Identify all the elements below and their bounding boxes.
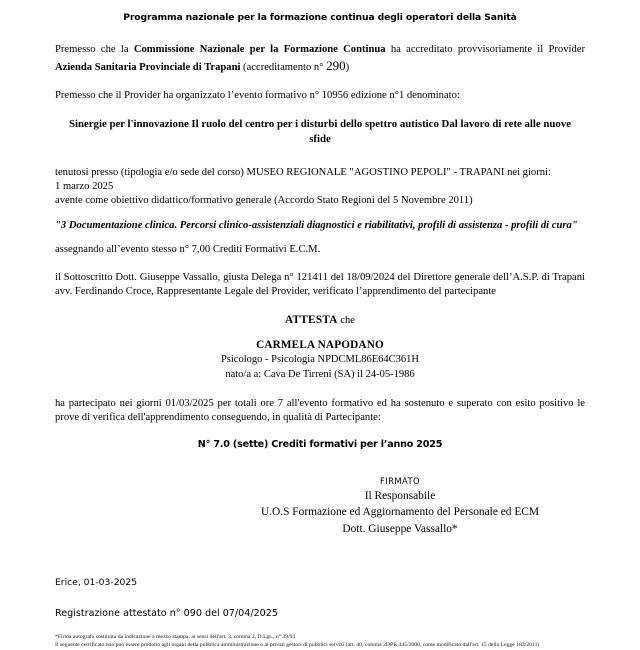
obiettivo-testo: "3 Documentazione clinica. Percorsi clinico-assistenziali diagnostici e riabilitativi, profili di assistenza - profili di cura" bbox=[55, 219, 578, 231]
crediti-assegnati: assegnando all’evento stesso n° 7,00 Crediti Formativi E.C.M. bbox=[55, 244, 321, 256]
participation-paragraph: ha partecipato nei giorni 01/03/2025 per totali ore 7 all'evento formativo ed ha sostenuto e superato con esito positivo le prove di verifica dell'apprendimento conseguendo, in qualità di Partecipante: bbox=[55, 398, 585, 424]
premessa-part3: (accreditamento n° bbox=[240, 62, 327, 73]
credits-awarded: N° 7.0 (sette) Crediti formativi per l’anno 2025 bbox=[197, 439, 443, 451]
premessa-part2: ha accreditato provvisoriamente il Provider bbox=[385, 44, 585, 56]
page-title: Programma nazionale per la formazione continua degli operatori della Sanità bbox=[123, 12, 517, 23]
attesta-heading bbox=[55, 313, 585, 328]
sede-line: tenutosi presso (tipologia e/o sede del corso) MUSEO REGIONALE "AGOSTINO PEPOLI" - TRAPANI nei giorni: bbox=[55, 167, 551, 179]
attesta-che: che bbox=[337, 315, 356, 327]
obiettivo-intro: avente come obiettivo didattico/formativo generale (Accordo Stato Regioni del 5 Novembre 2011) bbox=[55, 195, 473, 206]
registration-line: Registrazione attestato n° 090 del 07/04/2025 bbox=[55, 607, 278, 619]
signature-unit: U.O.S Formazione ed Aggiornamento del Personale ed ECM bbox=[260, 506, 540, 519]
provider-name: Azienda Sanitaria Provinciale di Trapani bbox=[55, 62, 241, 73]
participant-profession: Psicologo - Psicologia NPDCML86E64C361H bbox=[220, 354, 420, 366]
accreditation-number: 290 bbox=[326, 58, 346, 73]
signature-firmato-label: FIRMATO bbox=[380, 476, 420, 487]
participant-birth: nato/a a: Cava De Tirreni (SA) il 24-05-1986 bbox=[225, 369, 415, 381]
signature-role: Il Responsabile bbox=[364, 490, 436, 503]
premessa-part1: Premesso che la bbox=[55, 44, 134, 56]
participant-name: CARMELA NAPODANO bbox=[256, 338, 384, 351]
premessa-paragraph bbox=[55, 43, 585, 75]
premessa-part4: ) bbox=[345, 62, 350, 73]
attesta-word: ATTESTA bbox=[284, 314, 338, 327]
footnote-legal: Il seguente certificato non può essere prodotto agli organi della pubblica amministrazione o ai privati gestori di pubblici servizi (art. 40, comma 2DPR 445/2000, come modificato dall'art. 15 della Legge 183/2011) bbox=[55, 642, 540, 649]
place-date: Erice, 01-03-2025 bbox=[55, 576, 138, 588]
giorni-line: 1 marzo 2025 bbox=[55, 181, 114, 193]
sottoscritto-paragraph: il Sottoscritto Dott. Giuseppe Vassallo, giusta Delega n° 121411 del 18/09/2024 del Direttore generale dell’A.S.P. di Trapani avv. Ferdinando Croce, Rappresentante Legale del Provider, verificato l’apprendimento del partecipante bbox=[55, 272, 585, 298]
footnote-signature: *Firma autografa sostituita da indicazione a mezzo stampa, ai sensi dell'art. 3, comma 2, D.Lgs., n° 39/93 bbox=[55, 633, 296, 640]
evento-intro: Premesso che il Provider ha organizzato l’evento formativo n° 10956 edizione n°1 denominato: bbox=[55, 89, 460, 101]
signature-name: Dott. Giuseppe Vassallo* bbox=[342, 522, 458, 535]
signature-block bbox=[215, 476, 585, 536]
event-title: Sinergie per l'innovazione Il ruolo del centro per i disturbi dello spettro autistico Dal lavoro di rete alle nuove sfide bbox=[68, 117, 572, 145]
commissione-nazionale-label: Commissione Nazionale per la Formazione Continua bbox=[133, 44, 386, 56]
